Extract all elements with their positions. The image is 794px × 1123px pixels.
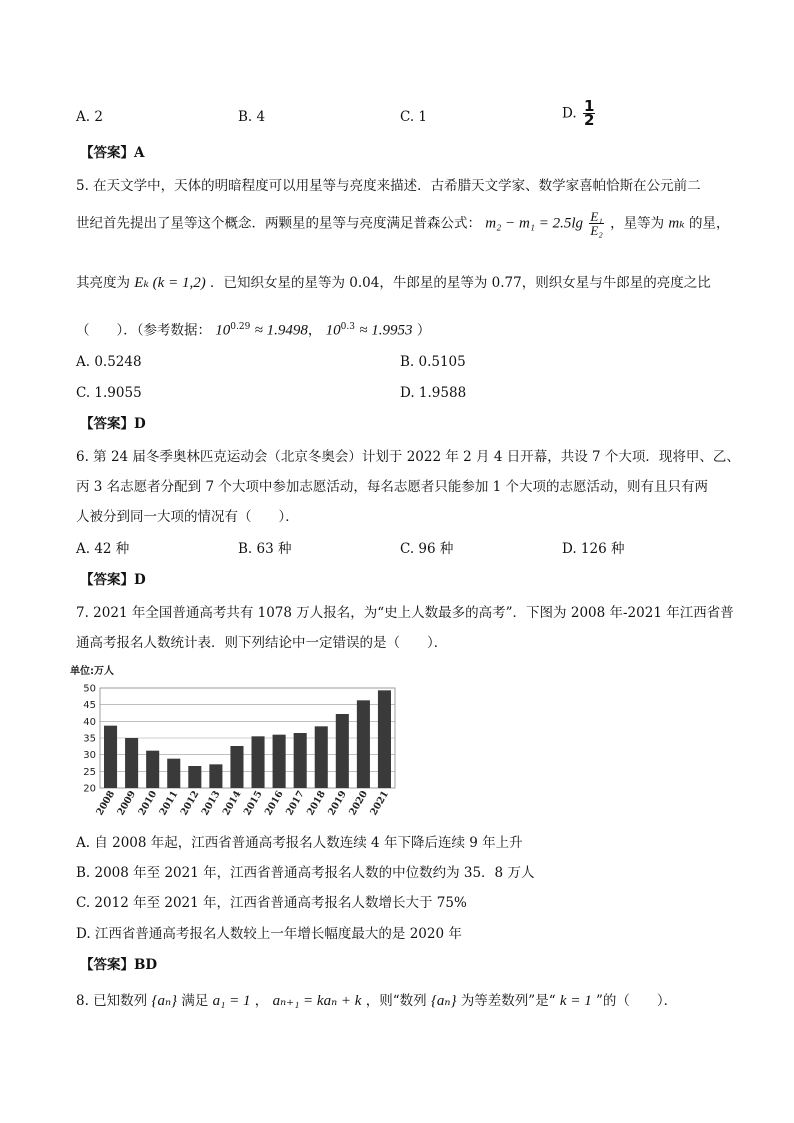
q5-line-4-end: ）: [416, 322, 431, 339]
q8-sequence-2: {aₙ}: [430, 993, 457, 1009]
q8-a1: a₁ = 1: [212, 993, 251, 1009]
q6-line-1: 6. 第 24 届冬季奥林匹克运动会（北京冬奥会）计划于 2022 年 2 月 4 日开幕，共设 7 个大项．现将甲、乙、: [76, 449, 740, 465]
chart-x-tick-label: 2020: [347, 789, 370, 818]
q5-option-c: C. 1.9055: [76, 385, 142, 401]
q4-option-d-fraction: [583, 97, 595, 129]
q5-option-a: A. 0.5248: [76, 354, 142, 370]
q5-ref2-base: 10: [325, 322, 341, 339]
q5-option-d: D. 1.9588: [400, 385, 467, 401]
chart-x-tick-label: 2012: [178, 789, 202, 818]
q7-option-d: D. 江西省普通高考报名人数较上一年增长幅度最大的是 2020 年: [76, 926, 462, 942]
chart-bar: [315, 726, 328, 788]
chart-x-tick-label: 2021: [368, 789, 392, 818]
q4-option-d: [562, 97, 597, 129]
chart-bar: [273, 735, 286, 788]
chart-y-tick-label: 35: [83, 733, 96, 745]
chart-y-tick-label: 25: [83, 766, 96, 778]
chart-bar: [146, 751, 159, 788]
q4-option-d-prefix: D.: [562, 105, 577, 122]
chart-bar: [357, 700, 370, 788]
chart-x-tick-label: 2019: [326, 789, 349, 818]
q5-formula-lhs: m₂ − m₁ = 2.5lg: [485, 215, 584, 232]
q8-line-1: [76, 992, 677, 1010]
q5-line-1: 5. 在天文学中，天体的明暗程度可以用星等与亮度来描述．古希腊天文学家、数学家喜帕恰斯在公元前二: [76, 178, 701, 194]
q6-answer: 【答案】D: [80, 572, 146, 588]
q5-line-3-rest: ．已知织女星的星等为 0.04，牛郎星的星等为 0.77，则织女星与牛郎星的亮度之比: [210, 275, 711, 291]
q5-line-2-text: 世纪首先提出了星等这个概念．两颗星的星等与亮度满足普森公式：: [76, 215, 481, 232]
q5-ref1-base: 10: [215, 322, 231, 339]
q8-text-1: 8. 已知数列: [76, 993, 148, 1009]
q4-answer: 【答案】A: [80, 145, 145, 161]
enrollment-bar-chart: [70, 662, 410, 822]
chart-y-tick-label: 40: [83, 716, 96, 728]
q7-option-a: A. 自 2008 年起，江西省普通高考报名人数连续 4 年下降后连续 9 年上升: [76, 835, 523, 851]
q8-text-2: 满足: [181, 993, 209, 1009]
q6-option-a: A. 42 种: [76, 541, 130, 557]
q6-line-2: 丙 3 名志愿者分配到 7 个大项中参加志愿活动，每名志愿者只能参加 1 个大项的志愿活动，则有且只有两: [76, 479, 709, 495]
chart-y-tick-label: 30: [83, 750, 96, 762]
chart-unit-label: 单位:万人: [70, 666, 114, 677]
q5-ref1-exp: 0.29: [230, 322, 251, 332]
chart-bar: [167, 759, 180, 788]
q7-answer: 【答案】BD: [80, 957, 158, 973]
q7-line-2: 通高考报名人数统计表．则下列结论中一定错误的是（ ）．: [76, 635, 448, 651]
chart-bar: [104, 726, 117, 788]
chart-x-tick-label: 2013: [199, 789, 223, 818]
chart-bar: [252, 736, 265, 788]
q5-ref2-value: ≈ 1.9953: [359, 322, 413, 339]
chart-bar: [230, 746, 243, 788]
chart-x-tick-label: 2018: [305, 789, 328, 818]
q5-option-b: B. 0.5105: [400, 354, 466, 370]
q8-k-equals-1: k = 1: [559, 993, 592, 1009]
q5-ek: Eₖ (k = 1,2): [134, 275, 206, 291]
chart-bar: [188, 766, 201, 788]
q5-line-3: [76, 274, 711, 292]
q5-answer: 【答案】D: [80, 416, 146, 432]
chart-x-tick-label: 2014: [220, 789, 244, 818]
q7-line-1: 7. 2021 年全国普通高考共有 1078 万人报名，为“史上人数最多的高考”．下图为 2008 年-2021 年江西省普: [76, 605, 734, 621]
q5-line-3-text: 其亮度为: [76, 275, 130, 291]
chart-bar: [209, 764, 222, 788]
chart-bar: [125, 738, 138, 788]
q7-option-c: C. 2012 年至 2021 年，江西省普通高考报名人数增长大于 75%: [76, 895, 467, 911]
chart-x-tick-label: 2017: [284, 789, 307, 818]
q5-formula-numerator: E₁: [590, 209, 603, 224]
q5-line-2: [76, 210, 730, 237]
chart-y-tick-label: 45: [83, 700, 96, 712]
chart-x-tick-label: 2015: [241, 789, 265, 818]
chart-bar: [378, 690, 391, 788]
q4-option-d-numerator: 1: [583, 97, 595, 115]
chart-y-tick-label: 50: [83, 683, 96, 695]
q8-sep: ，: [254, 993, 269, 1009]
q5-line-2-end: 的星，: [689, 215, 730, 232]
q8-recurrence: aₙ₊₁ = kaₙ + k: [272, 993, 362, 1009]
q8-text-4: 为等差数列”是“: [460, 993, 556, 1009]
chart-bar: [336, 714, 349, 788]
chart-x-tick-label: 2008: [94, 789, 118, 818]
chart-x-tick-label: 2011: [157, 789, 181, 818]
q8-text-3: ，则“数列: [365, 993, 427, 1009]
chart-x-tick-label: 2009: [115, 789, 139, 818]
q5-formula-fraction: [589, 210, 603, 237]
q5-line-4: （ ）．（参考数据： $10^{0.29} \approx 1.9498$， $10^{0.3} \approx 1.9953$ ）: [76, 322, 431, 339]
q4-option-b: B. 4: [238, 109, 266, 125]
q5-formula-denominator: E₂: [590, 223, 603, 238]
q4-option-a: A. 2: [76, 109, 103, 125]
q5-mk: mₖ: [668, 215, 685, 232]
q5-ref2-exp: 0.3: [340, 322, 355, 332]
q6-option-c: C. 96 种: [400, 541, 454, 557]
chart-x-tick-label: 2010: [136, 789, 160, 818]
chart-bar: [294, 733, 307, 788]
q6-option-b: B. 63 种: [238, 541, 292, 557]
q8-sequence: {aₙ}: [151, 993, 178, 1009]
q6-line-3: 人被分到同一大项的情况有（ ）．: [76, 509, 299, 525]
q6-option-d: D. 126 种: [562, 541, 625, 557]
q7-option-b: B. 2008 年至 2021 年，江西省普通高考报名人数的中位数约为 35．8 万人: [76, 865, 535, 881]
q8-text-5: ”的（ ）．: [596, 993, 678, 1009]
chart-y-tick-label: 20: [83, 783, 96, 795]
q4-option-c: C. 1: [400, 109, 428, 125]
q4-option-d-denominator: 2: [583, 111, 595, 129]
q5-line-2-mid: ，星等为: [610, 215, 665, 232]
q5-ref1-value: ≈ 1.9498: [254, 322, 308, 339]
chart-x-tick-label: 2016: [262, 789, 286, 818]
q5-line-4-text: （ ）．（参考数据：: [76, 322, 211, 339]
